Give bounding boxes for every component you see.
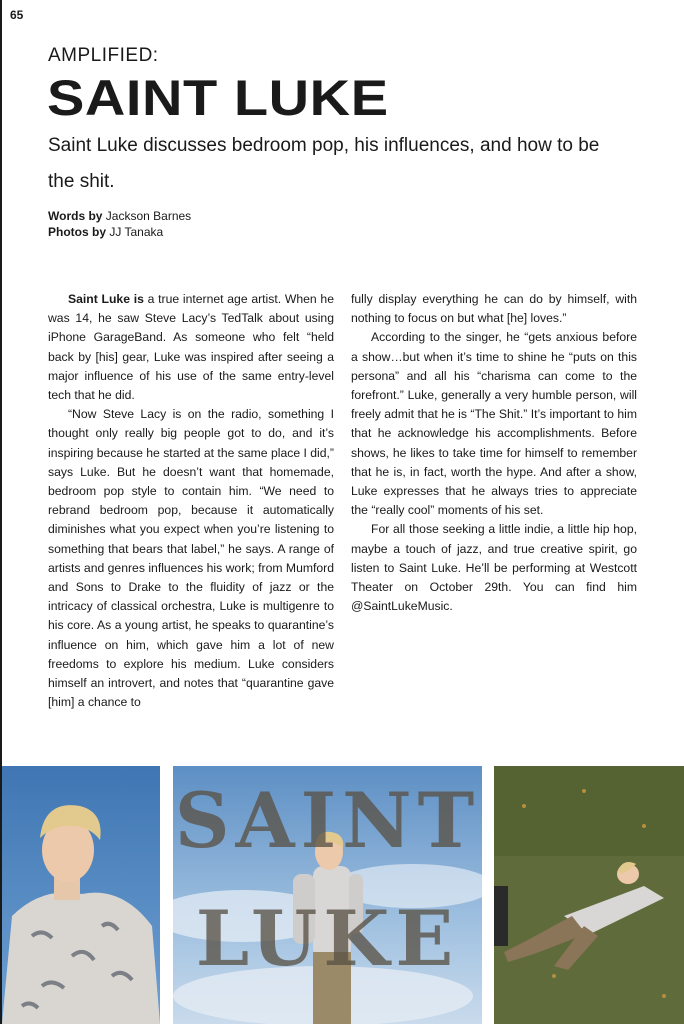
- overlay-word-saint: SAINT: [174, 776, 481, 865]
- grass-scene-illustration: [494, 766, 684, 1024]
- body-paragraph: [48, 290, 334, 405]
- section-kicker: AMPLIFIED:: [48, 45, 159, 66]
- article-dek: Saint Luke discusses bedroom pop, his influences, and how to be the shit.: [48, 135, 600, 192]
- photo-portrait-sky: [2, 766, 160, 1024]
- byline: [48, 208, 191, 240]
- photo-title-overlay: [173, 766, 482, 1024]
- body-paragraph: For all those seeking a little indie, a little hip hop, maybe a touch of jazz, and true creative spirit, go listen to Saint Luke. He’ll be performing at Westcott Theater on October 29th. You can find him @SaintLukeMusic.: [351, 522, 637, 614]
- words-credit: [48, 208, 191, 224]
- article-title: SAINT LUKE: [47, 70, 389, 126]
- photo-lying-in-grass: [494, 766, 684, 1024]
- paragraph-text: a true internet age artist. When he was 14, he saw Steve Lacy’s TedTalk about using iPhone GarageBand. As someone who felt “held back by [his] gear, Luke was inspired after seeing a major influence of his use of the same entry-level tech that he did.: [48, 292, 334, 403]
- body-paragraph: fully display everything he can do by himself, with nothing to focus on but what [he] loves.”: [351, 292, 637, 326]
- overlay-word-luke: LUKE: [195, 894, 460, 983]
- lead-in: Saint Luke is: [68, 292, 144, 306]
- body-column-left: [48, 290, 334, 712]
- body-paragraph: “Now Steve Lacy is on the radio, something I thought only really big people got to do, and it’s inspiring because he started at the same place I did,” says Luke. But he doesn’t want that homemade, bedroom pop style to contain him. “We need to rebrand bedroom pop, because it automatically diminishes what you expect when you’re listening to something that bears that label,” he says. A range of artists and genres influences his work; from Mumford and Sons to Drake to the fluidity of jazz or the intricacy of classical orchestra, Luke is multigenre to his core. As a young artist, he speaks to quarantine’s influence on him, which gave him a lot of new freedoms to explore his medium. Luke considers himself an introvert, and notes that “quarantine gave [him] a chance to: [48, 407, 334, 710]
- words-name: Jackson Barnes: [105, 209, 192, 223]
- body-column-right: [351, 290, 637, 616]
- portrait-illustration: [2, 766, 160, 1024]
- page-number: 65: [10, 8, 24, 22]
- photos-label: Photos by: [48, 225, 107, 239]
- photos-credit: [48, 224, 191, 240]
- photos-name: JJ Tanaka: [109, 225, 164, 239]
- body-paragraph: According to the singer, he “gets anxious before a show…but when it’s time to shine he “puts on this persona” and all his “charisma can come to the forefront.” Luke, generally a very humble person, will freely admit that he is “The Shit.” It’s important to him that he acknowledge his accomplishments. Before shows, he likes to take time for himself to remember that he is, in fact, worth the hype. And after a show, Luke expresses that he always tries to appreciate the “really cool” moments of his set.: [351, 330, 637, 518]
- words-label: Words by: [48, 209, 103, 223]
